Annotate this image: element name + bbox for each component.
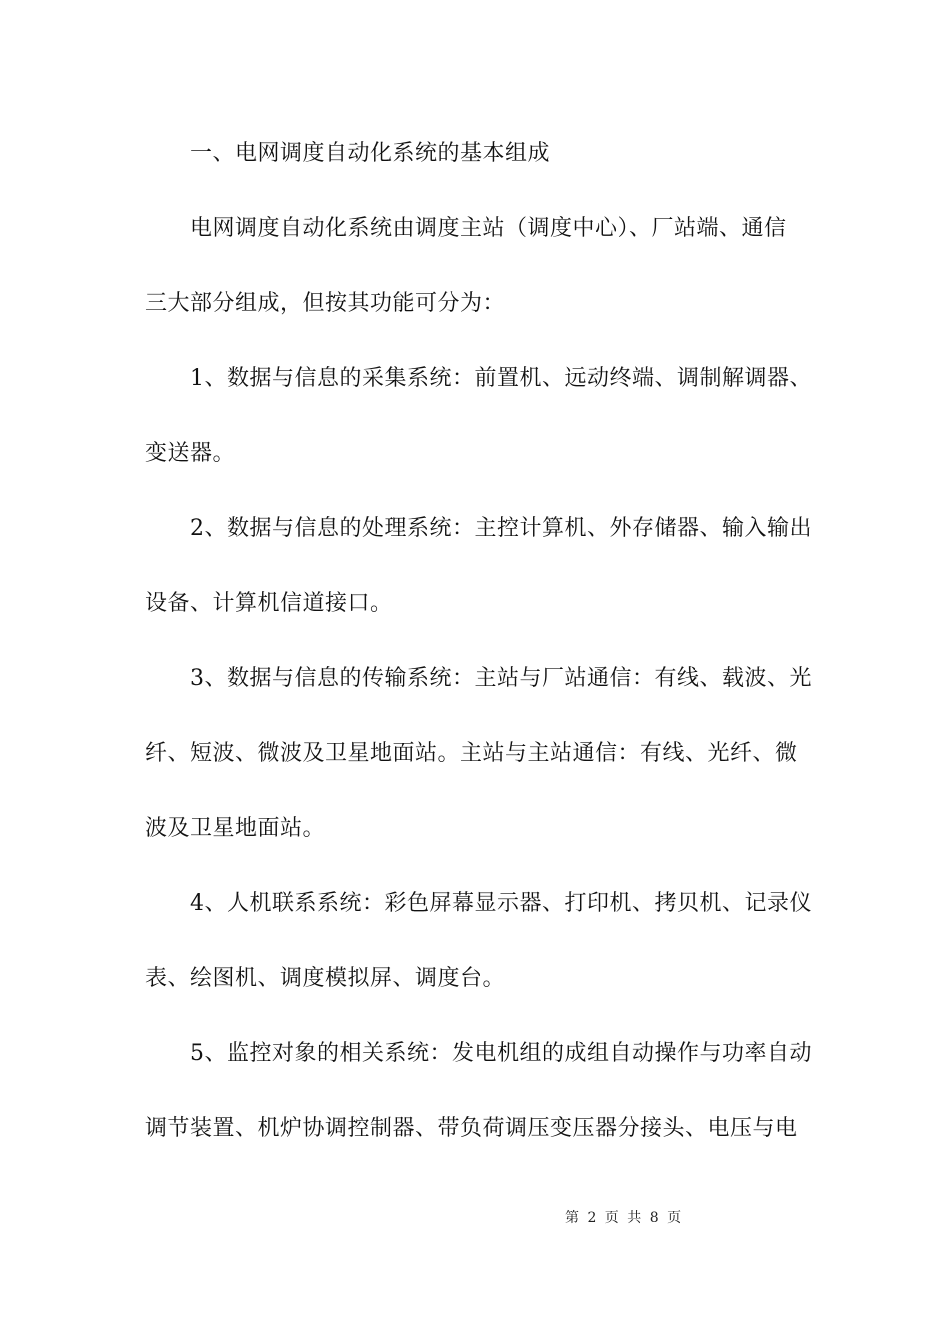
list-item-line: 4、人机联系系统：彩色屏幕显示器、打印机、拷贝机、记录仪: [190, 891, 812, 916]
list-item-line: 1、数据与信息的采集系统：前置机、远动终端、调制解调器、: [190, 366, 812, 391]
list-item-line: 波及卫星地面站。: [145, 816, 326, 841]
paragraph-line: 电网调度自动化系统由调度主站（调度中心）、厂站端、通信: [190, 216, 787, 241]
paragraph-line: 三大部分组成，但按其功能可分为：: [145, 291, 506, 316]
section-heading: 一、电网调度自动化系统的基本组成: [190, 141, 551, 166]
list-item-line: 设备、计算机信道接口。: [145, 591, 393, 616]
list-item-line: 表、绘图机、调度模拟屏、调度台。: [145, 966, 506, 991]
list-item-line: 纤、短波、微波及卫星地面站。主站与主站通信：有线、光纤、微: [145, 741, 798, 766]
page-number-footer: 第 2 页 共 8 页: [565, 1210, 682, 1226]
list-item-line: 5、监控对象的相关系统：发电机组的成组自动操作与功率自动: [190, 1041, 812, 1066]
list-item-line: 3、数据与信息的传输系统：主站与厂站通信：有线、载波、光: [190, 666, 812, 691]
list-item-line: 2、数据与信息的处理系统：主控计算机、外存储器、输入输出: [190, 516, 812, 541]
list-item-line: 变送器。: [145, 441, 236, 466]
list-item-line: 调节装置、机炉协调控制器、带负荷调压变压器分接头、电压与电: [145, 1116, 798, 1141]
